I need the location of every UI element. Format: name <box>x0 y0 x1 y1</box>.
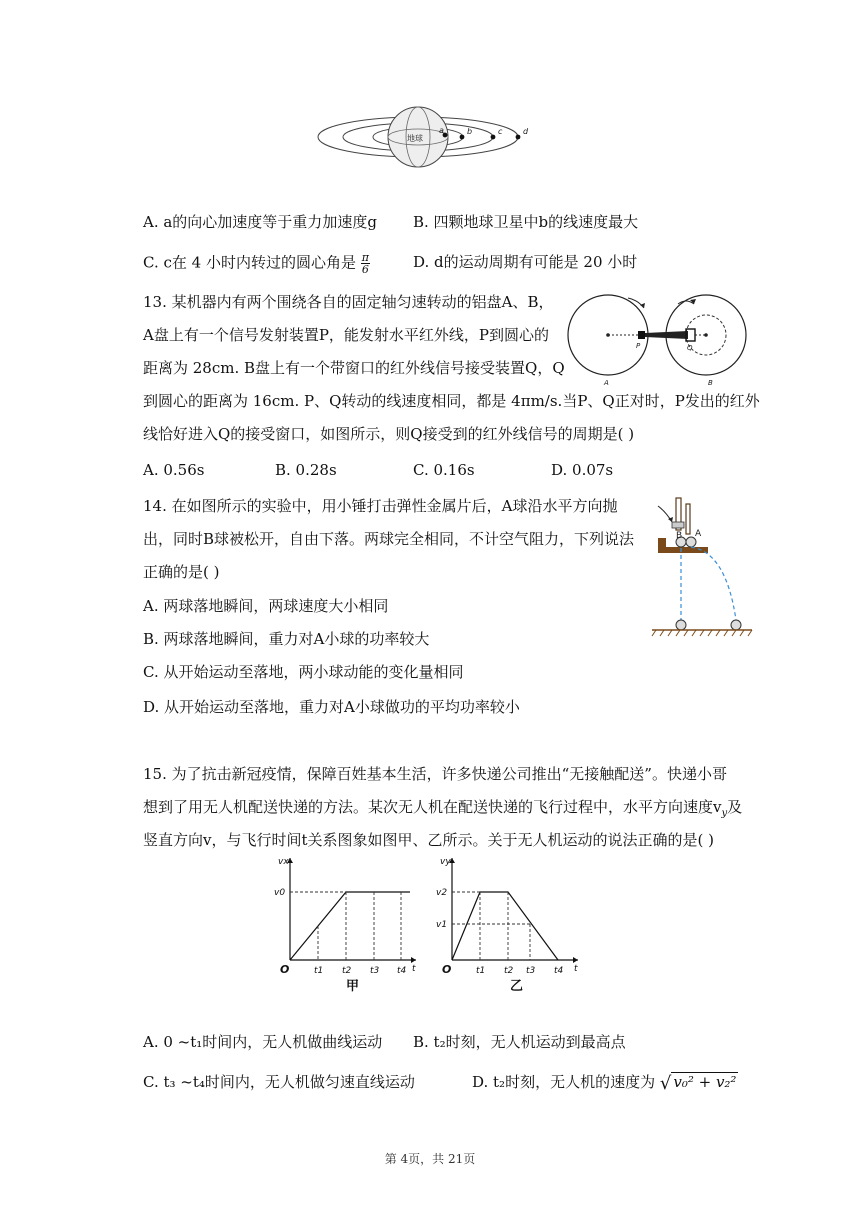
q13-option-d: D. 0.07s <box>551 461 614 479</box>
q14-option-a: A. 两球落地瞬间，两球速度大小相同 <box>143 597 389 615</box>
sqrt-expression: v₀² + v₂² <box>673 1073 737 1091</box>
orbit-label-a: a <box>439 126 444 135</box>
q15-option-d <box>472 1072 738 1094</box>
q15-option-c: C. t₃ ~t₄时间内，无人机做匀速直线运动 <box>143 1073 415 1091</box>
q15-line-2-text: 想到了用无人机配送快递的方法。某次无人机在配送快递的飞行过程中，水平方向速度v <box>143 798 722 816</box>
q12-option-b: B. 四颗地球卫星中b的线速度最大 <box>413 213 639 231</box>
q12-option-a: A. a的向心加速度等于重力加速度g <box>143 213 377 231</box>
q13-option-a: A. 0.56s <box>143 461 205 479</box>
yi-tick-t1: t1 <box>476 966 486 976</box>
q12-option-d: D. d的运动周期有可能是 20 小时 <box>413 253 638 271</box>
q13-option-c: C. 0.16s <box>413 461 475 479</box>
disks-figure <box>566 290 756 390</box>
disk-label-b: B <box>708 379 713 387</box>
yi-tick-t2: t2 <box>504 966 514 976</box>
orbit-label-c: c <box>498 127 503 136</box>
q14-option-b: B. 两球落地瞬间，重力对A小球的功率较大 <box>143 630 430 648</box>
q13-line-3: 距离为 28cm. B盘上有一个带窗口的红外线信号接受装置Q，Q <box>143 359 565 377</box>
q13-line-4: 到圆心的距离为 16cm. P、Q转动的线速度相同，都是 4πm/s.当P、Q正对时，P发出的红外 <box>143 392 760 410</box>
q13-option-b: B. 0.28s <box>275 461 337 479</box>
q13-line-1: 13. 某机器内有两个围绕各自的固定轴匀速转动的铝盘A、B， <box>143 293 554 311</box>
page-footer: 第 4页，共 21页 <box>384 1152 476 1166</box>
fraction-denominator: 6 <box>361 263 369 276</box>
jia-v0-label: v0 <box>274 888 286 898</box>
yi-origin: O <box>442 963 452 976</box>
yi-t-axis: t <box>574 964 578 974</box>
q15-line-2 <box>143 797 742 824</box>
jia-t-axis: t <box>412 964 416 974</box>
label-p: P <box>636 342 641 350</box>
orbit-label-b: b <box>467 127 473 136</box>
ball-label-a: A <box>695 529 702 539</box>
q14-line-2: 出，同时B球被松开，自由下落。两球完全相同，不计空气阻力，下列说法 <box>143 530 635 548</box>
label-q: Q <box>687 344 693 352</box>
graph-yi <box>430 852 582 994</box>
jia-tick-t3: t3 <box>370 966 380 976</box>
graph-jia <box>268 852 420 994</box>
fraction <box>361 252 370 275</box>
q15-option-d-text: D. t₂时刻，无人机的速度为 <box>472 1073 656 1091</box>
q15-line-2-sub: y <box>721 808 728 819</box>
yi-tick-t3: t3 <box>526 966 536 976</box>
yi-y-axis-label: vy <box>440 857 451 867</box>
jia-y-axis-label: vx <box>278 857 289 867</box>
q13-line-5: 线恰好进入Q的接受窗口，如图所示，则Q接受到的红外线信号的周期是( ) <box>143 425 635 443</box>
sqrt-symbol: √ <box>659 1073 672 1094</box>
q14-option-d: D. 从开始运动至落地，重力对A小球做功的平均功率较小 <box>143 698 520 716</box>
jia-tick-t1: t1 <box>314 966 324 976</box>
yi-v2-label: v2 <box>436 888 448 898</box>
fraction-numerator: π <box>361 251 369 264</box>
q14-line-1: 14. 在如图所示的实验中，用小锤打击弹性金属片后，A球沿水平方向抛 <box>143 497 618 515</box>
q15-option-a: A. 0 ~t₁时间内，无人机做曲线运动 <box>143 1033 383 1051</box>
q14-line-3: 正确的是( ) <box>143 563 220 581</box>
q15-line-1: 15. 为了抗击新冠疫情，保障百姓基本生活，许多快递公司推出“无接触配送”。快递小哥 <box>143 765 727 783</box>
yi-tick-t4: t4 <box>554 966 564 976</box>
ball-label-b: B <box>676 531 683 541</box>
q15-line-3: 竖直方向v，与飞行时间t关系图象如图甲、乙所示。关于无人机运动的说法正确的是( ) <box>143 831 714 849</box>
q15-line-2-tail: 及 <box>727 798 743 816</box>
earth-label: 地球 <box>407 134 423 143</box>
q12-option-c <box>143 252 370 275</box>
q12-option-c-text: C. c在 4 小时内转过的圆心角是 <box>143 253 356 272</box>
disk-label-a: A <box>604 379 609 387</box>
jia-origin: O <box>280 963 290 976</box>
orbit-label-d: d <box>523 127 529 136</box>
q15-option-b: B. t₂时刻，无人机运动到最高点 <box>413 1033 626 1051</box>
orbit-figure <box>315 105 565 175</box>
q13-line-2: A盘上有一个信号发射装置P，能发射水平红外线，P到圆心的 <box>143 326 550 344</box>
yi-caption: 乙 <box>510 979 524 994</box>
jia-tick-t4: t4 <box>397 966 407 976</box>
jia-tick-t2: t2 <box>342 966 352 976</box>
q14-option-c: C. 从开始运动至落地，两小球动能的变化量相同 <box>143 663 464 681</box>
projectile-figure <box>648 492 758 642</box>
jia-caption: 甲 <box>346 979 360 994</box>
yi-v1-label: v1 <box>436 920 448 930</box>
